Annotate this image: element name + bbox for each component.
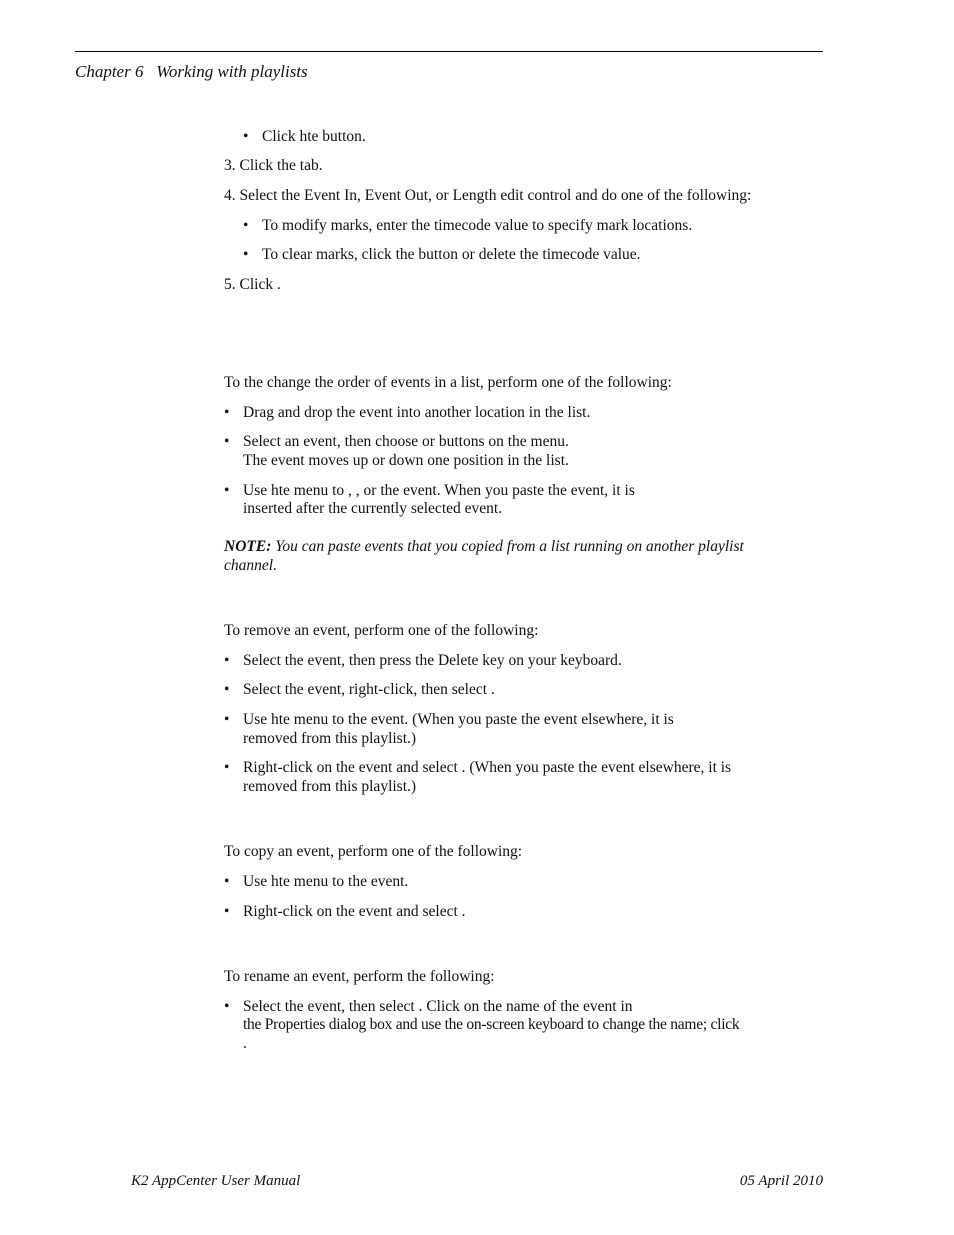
list-item: Select the event, right-click, then select . <box>243 681 495 698</box>
bullet: • <box>224 759 230 776</box>
bullet: • <box>224 681 230 698</box>
list-item-continued: inserted after the currently selected event. <box>243 500 503 517</box>
note-label: NOTE: <box>224 538 272 555</box>
note-text: You can paste events that you copied from a list running on another playlist <box>275 538 744 555</box>
list-item-continued: The event moves up or down one position in the list. <box>243 452 569 469</box>
bullet: • <box>224 903 230 920</box>
note-line <box>224 537 744 556</box>
list-item-continued: the Properties dialog box and use the on-screen keyboard to change the name; click <box>243 1016 740 1033</box>
list-item-continued: removed from this playlist.) <box>243 778 417 795</box>
list-item: Right-click on the event and select . <box>243 903 466 920</box>
list-item-continued: . <box>243 1035 247 1052</box>
bullet: • <box>224 433 230 450</box>
footer-title: K2 AppCenter User Manual <box>131 1173 301 1189</box>
bullet: • <box>224 652 230 669</box>
step-line: 3. Click the tab. <box>224 157 323 174</box>
step-line: To clear marks, click the button or delete the timecode value. <box>262 246 641 263</box>
list-item: Select the event, then select . Click on the name of the event in <box>243 998 633 1015</box>
list-item: Drag and drop the event into another location in the list. <box>243 404 591 421</box>
bullet: • <box>243 128 249 145</box>
paragraph: To copy an event, perform one of the following: <box>224 843 523 860</box>
bullet: • <box>224 711 230 728</box>
paragraph: To the change the order of events in a list, perform one of the following: <box>224 374 672 391</box>
list-item: Use hte menu to the event. (When you paste the event elsewhere, it is <box>243 711 674 728</box>
list-item: Select the event, then press the Delete key on your keyboard. <box>243 652 622 669</box>
bullet: • <box>224 873 230 890</box>
step-line: 5. Click . <box>224 276 281 293</box>
list-item: Use hte menu to the event. <box>243 873 409 890</box>
chapter-header: Chapter 6 Working with playlists <box>75 62 308 81</box>
footer-date: 05 April 2010 <box>739 1173 823 1189</box>
step-line: Click hte button. <box>262 128 366 145</box>
list-item: Right-click on the event and select . (When you paste the event elsewhere, it is <box>243 759 732 776</box>
bullet: • <box>224 404 230 421</box>
bullet: • <box>243 217 249 234</box>
header-rule <box>75 51 823 52</box>
step-line: 4. Select the Event In, Event Out, or Length edit control and do one of the following: <box>224 187 752 204</box>
bullet: • <box>243 246 249 263</box>
list-item-continued: removed from this playlist.) <box>243 730 417 747</box>
note-text-continued: channel. <box>224 557 277 574</box>
list-item: Use hte menu to , , or the event. When you paste the event, it is <box>243 482 635 499</box>
paragraph: To rename an event, perform the following: <box>224 968 495 985</box>
step-line: To modify marks, enter the timecode value to specify mark locations. <box>262 217 693 234</box>
bullet: • <box>224 482 230 499</box>
bullet: • <box>224 998 230 1015</box>
list-item: Select an event, then choose or buttons on the menu. <box>243 433 569 450</box>
paragraph: To remove an event, perform one of the following: <box>224 622 539 639</box>
